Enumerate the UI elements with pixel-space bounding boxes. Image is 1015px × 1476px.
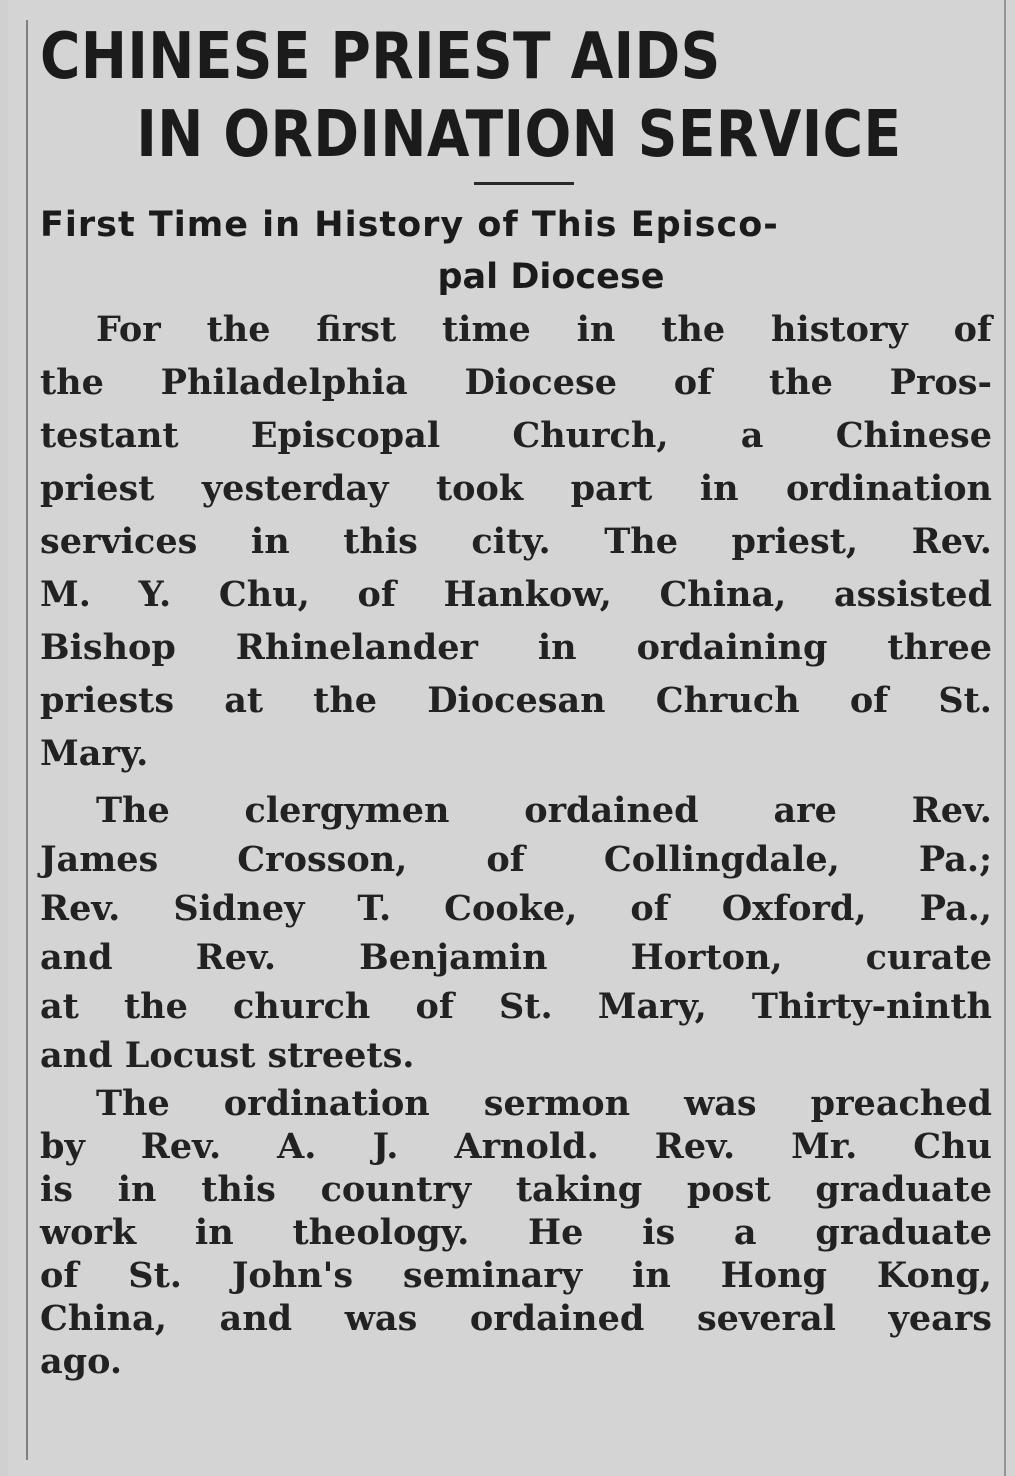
text-line: the Philadelphia Diocese of the Pros- <box>40 362 992 403</box>
text-line: and Rev. Benjamin Horton, curate <box>40 937 992 978</box>
text-line: Mary. <box>40 733 149 774</box>
headline-divider <box>474 182 574 185</box>
text-line: of St. John's seminary in Hong Kong, <box>40 1255 992 1296</box>
text-line: priest yesterday took part in ordination <box>40 468 992 509</box>
text-line: China, and was ordained several years <box>40 1298 992 1339</box>
text-line: ago. <box>40 1341 123 1382</box>
text-line: The clergymen ordained are Rev. <box>96 790 992 831</box>
text-line: is in this country taking post graduate <box>40 1169 992 1210</box>
text-line: James Crosson, of Collingdale, Pa.; <box>40 839 992 880</box>
text-line: work in theology. He is a graduate <box>40 1212 992 1253</box>
left-column-rule <box>26 20 28 1460</box>
paragraph-1 <box>40 303 992 780</box>
text-line: M. Y. Chu, of Hankow, China, assisted <box>40 574 992 615</box>
text-line: by Rev. A. J. Arnold. Rev. Mr. Chu <box>40 1126 992 1167</box>
text-line: The ordination sermon was preached <box>96 1083 992 1124</box>
right-column-rule <box>1004 0 1006 1476</box>
paragraph-3 <box>40 1082 992 1383</box>
paragraph-2 <box>40 786 992 1080</box>
text-line: Bishop Rhinelander in ordaining three <box>40 627 992 668</box>
text-line: For the first time in the history of <box>96 309 992 350</box>
left-margin-strip <box>0 0 8 1476</box>
text-line: priests at the Diocesan Chruch of St. <box>40 680 992 721</box>
text-line: Rev. Sidney T. Cooke, of Oxford, Pa., <box>40 888 992 929</box>
text-line: testant Episcopal Church, a Chinese <box>40 415 992 456</box>
article <box>40 18 992 1383</box>
subheadline-line-1: First Time in History of This Episco- <box>40 205 779 245</box>
text-line: services in this city. The priest, Rev. <box>40 521 992 562</box>
text-line: at the church of St. Mary, Thirty-ninth <box>40 986 992 1027</box>
subheadline-line-2: pal Diocese <box>437 257 665 297</box>
text-line: and Locust streets. <box>40 1035 415 1076</box>
headline-line-2: IN ORDINATION SERVICE <box>136 98 902 172</box>
headline-line-1: CHINESE PRIEST AIDS <box>40 20 721 94</box>
